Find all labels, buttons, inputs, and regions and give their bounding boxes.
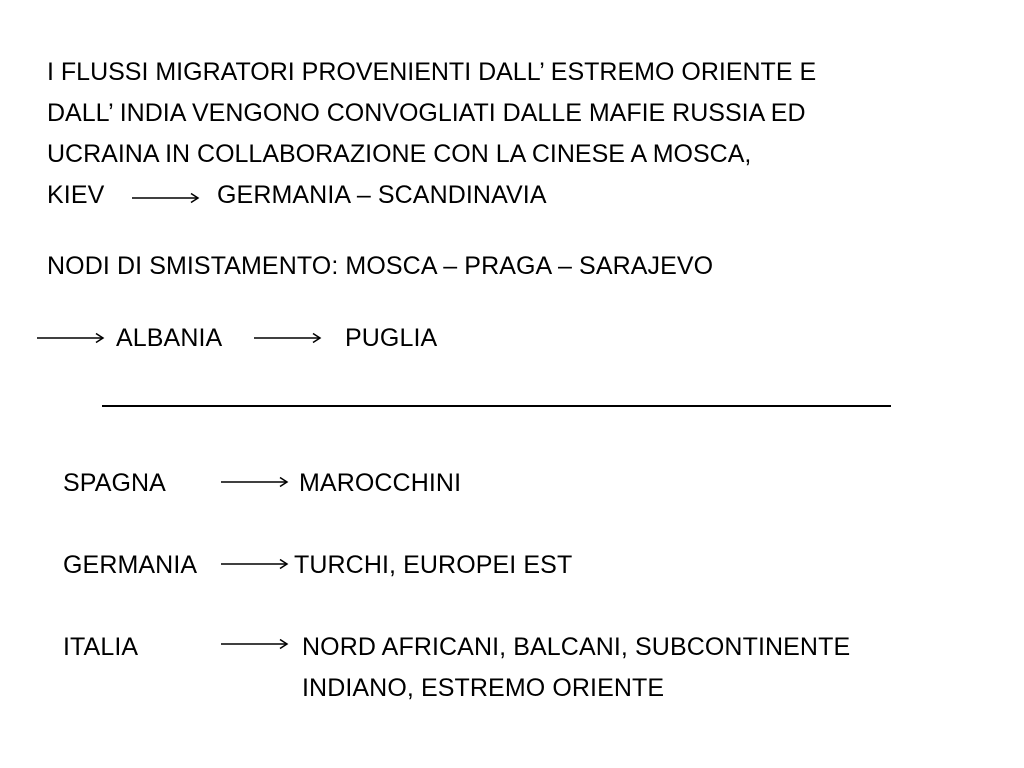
right-arrow-icon <box>221 557 289 571</box>
right-arrow-icon <box>132 190 200 204</box>
origin-marocchini: MAROCCHINI <box>299 469 462 497</box>
right-arrow-icon <box>221 475 289 489</box>
origin-italia-line-1: NORD AFRICANI, BALCANI, SUBCONTINENTE <box>302 633 851 661</box>
country-spagna: SPAGNA <box>63 469 166 497</box>
origin-italia-line-2: INDIANO, ESTREMO ORIENTE <box>302 674 665 702</box>
route-to-germania-scandinavia: GERMANIA – SCANDINAVIA <box>217 181 547 209</box>
country-germania: GERMANIA <box>63 551 198 579</box>
nodes-text: NODI DI SMISTAMENTO: MOSCA – PRAGA – SARAJEVO <box>47 252 714 280</box>
right-arrow-icon <box>254 331 322 345</box>
route-albania: ALBANIA <box>116 324 223 352</box>
intro-line-1: I FLUSSI MIGRATORI PROVENIENTI DALL’ ESTREMO ORIENTE E <box>47 58 817 86</box>
section-divider <box>102 405 891 407</box>
right-arrow-icon <box>221 637 289 651</box>
intro-line-3: UCRAINA IN COLLABORAZIONE CON LA CINESE A MOSCA, <box>47 140 752 168</box>
route-puglia: PUGLIA <box>345 324 438 352</box>
origin-turchi-europei-est: TURCHI, EUROPEI EST <box>294 551 573 579</box>
route-from-kiev: KIEV <box>47 181 105 209</box>
intro-paragraph <box>47 52 947 175</box>
country-italia: ITALIA <box>63 633 139 661</box>
intro-line-2: DALL’ INDIA VENGONO CONVOGLIATI DALLE MAFIE RUSSIA ED <box>47 99 806 127</box>
right-arrow-icon <box>37 331 105 345</box>
